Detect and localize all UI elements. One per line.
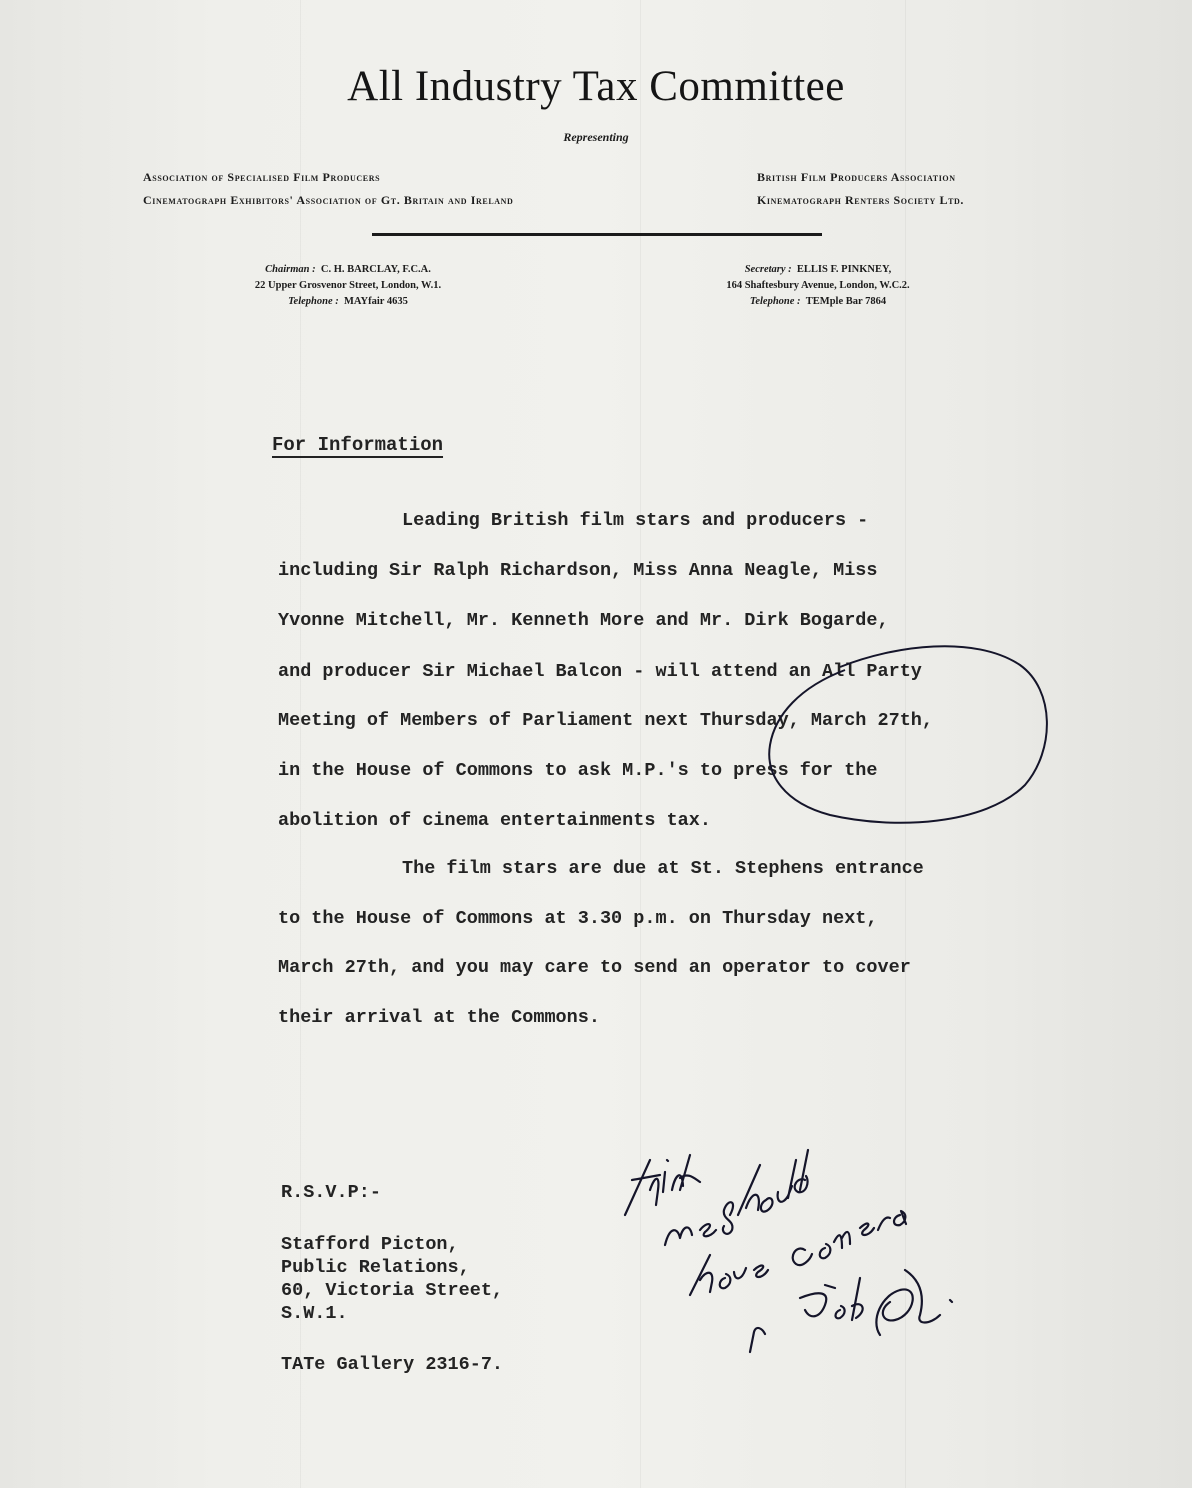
handwritten-note [620,1120,1000,1370]
association-right-1: British Film Producers Association [757,170,956,184]
body-line: in the House of Commons to ask M.P.'s to press for the [278,760,878,781]
association-right-2: Kinematograph Renters Society Ltd. [757,193,965,207]
committee-title: All Industry Tax Committee [347,63,845,110]
chairman-name: C. H. BARCLAY, F.C.A. [320,264,431,275]
chairman-phone-label: Telephone : [288,296,339,307]
rsvp-district: S.W.1. [281,1303,348,1324]
rsvp-contact-name: Stafford Picton, [281,1234,459,1255]
header-divider [372,233,822,236]
secretary-phone-label: Telephone : [749,296,801,307]
body-line: Yvonne Mitchell, Mr. Kenneth More and Mr. Dirk Bogarde, [278,610,889,631]
chairman-label: Chairman : [265,264,316,275]
secretary-block [668,262,968,310]
body-line: March 27th, and you may care to send an operator to cover [278,957,911,978]
letter-heading: For Information [272,434,444,456]
association-left-1: Association of Specialised Film Producers [143,170,381,184]
chairman-phone: MAYfair 4635 [344,296,408,307]
secretary-phone: TEMple Bar 7864 [805,296,887,307]
body-line: their arrival at the Commons. [278,1007,600,1028]
secretary-address: 164 Shaftesbury Avenue, London, W.C.2. [726,280,910,291]
rsvp-phone: TATe Gallery 2316-7. [281,1354,504,1375]
secretary-label: Secretary : [744,264,792,275]
handdrawn-circle [745,625,1060,830]
association-left-2: Cinematograph Exhibitors' Association of Gt. Britain and Ireland [143,193,514,207]
rsvp-label: R.S.V.P:- [281,1182,381,1203]
body-line: Meeting of Members of Parliament next Thursday, March 27th, [278,710,934,731]
rsvp-street: 60, Victoria Street, [281,1280,504,1301]
body-line: and producer Sir Michael Balcon - will attend an All Party [278,661,922,682]
body-line: including Sir Ralph Richardson, Miss Anna Neagle, Miss [278,560,878,581]
body-line: The film stars are due at St. Stephens entrance [402,858,924,879]
chairman-address: 22 Upper Grosvenor Street, London, W.1. [254,280,442,291]
chairman-block [198,262,498,310]
representing-label: Representing [563,130,629,144]
body-line: abolition of cinema entertainments tax. [278,810,711,831]
secretary-name: ELLIS F. PINKNEY, [796,264,892,275]
body-line: to the House of Commons at 3.30 p.m. on Thursday next, [278,908,878,929]
rsvp-contact-title: Public Relations, [281,1257,470,1278]
body-line: Leading British film stars and producers - [402,510,869,531]
